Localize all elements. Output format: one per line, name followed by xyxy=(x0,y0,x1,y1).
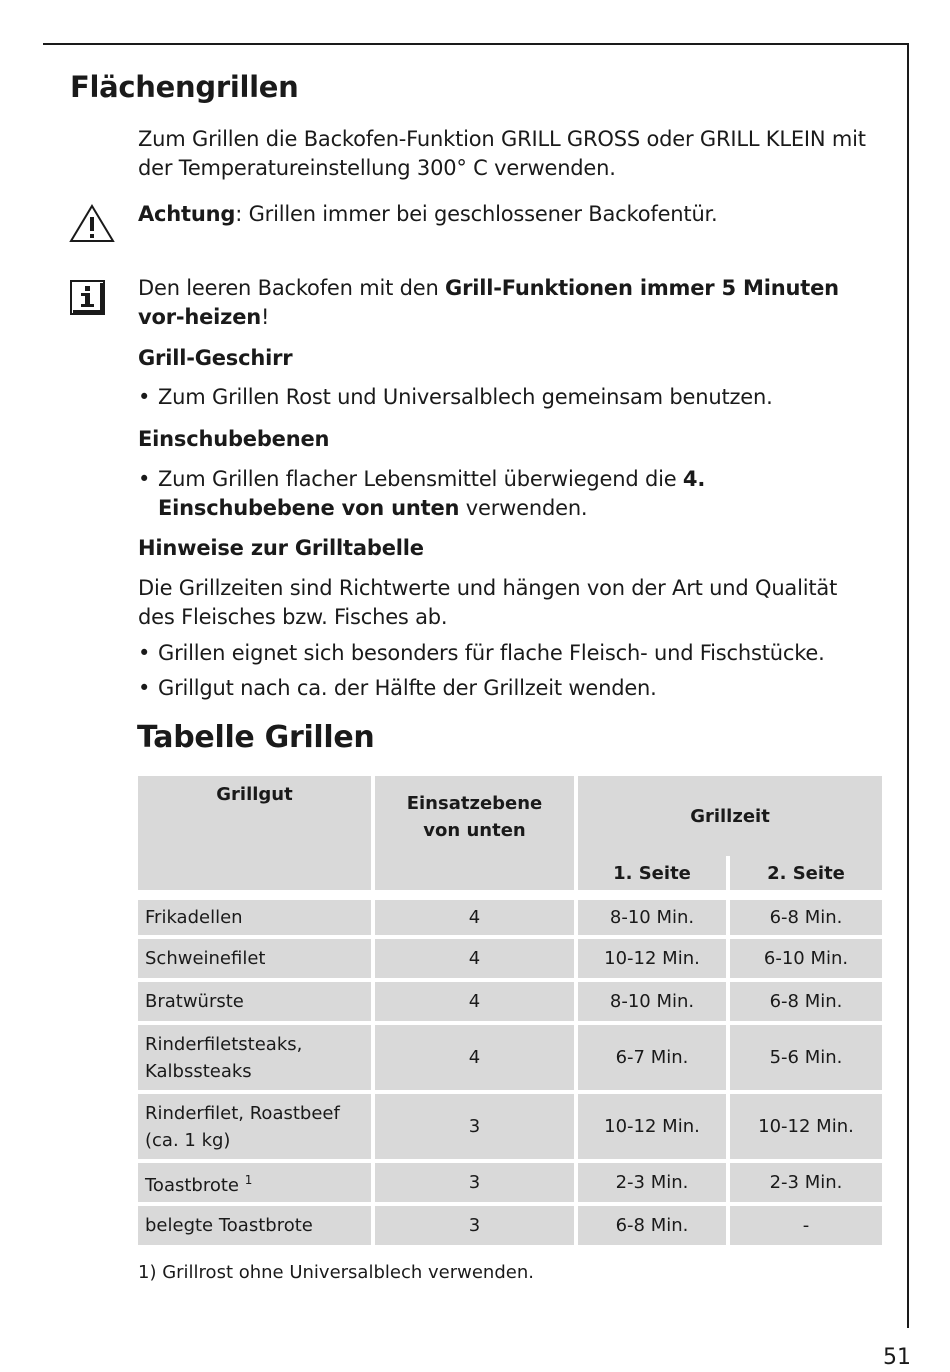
header-einsatzebene-line1: Einsatzebene xyxy=(406,793,543,814)
cell-seite1: 2-3 Min. xyxy=(578,1163,730,1206)
table-title: Tabelle Grillen xyxy=(137,720,375,755)
bullet-text: Zum Grillen Rost und Universalblech gemeinsam benutzen. xyxy=(158,385,773,409)
bullet-post: verwenden. xyxy=(459,496,588,520)
cell-ebene: 4 xyxy=(375,982,578,1025)
cell-seite2: 2-3 Min. xyxy=(730,1163,882,1206)
bullet-text: Grillen eignet sich besonders für flache Fleisch- und Fischstücke. xyxy=(158,641,825,665)
header-einsatzebene xyxy=(375,776,578,894)
cell-grillgut: Frikadellen xyxy=(138,900,375,939)
cell-seite1: 10-12 Min. xyxy=(578,1094,730,1163)
list-item: • Zum Grillen Rost und Universalblech gemeinsam benutzen. xyxy=(138,383,898,412)
cell-ebene: 4 xyxy=(375,939,578,982)
cell-seite2: 6-8 Min. xyxy=(730,982,882,1025)
header-grillzeit: Grillzeit xyxy=(578,776,882,856)
info-post: ! xyxy=(261,305,270,329)
top-rule xyxy=(43,43,909,45)
info-bold: Grill-Funktionen immer 5 Minuten vor-heizen xyxy=(138,276,839,329)
cell-grillgut-line1: Rinderfiletsteaks, xyxy=(145,1033,303,1055)
einschubebenen-heading: Einschubebenen xyxy=(138,427,330,451)
header-seite2: 2. Seite xyxy=(730,856,882,894)
footnote-marker: 1 xyxy=(244,1172,253,1187)
section-title: Flächengrillen xyxy=(70,70,299,104)
bullet-pre: Zum Grillen flacher Lebensmittel überwiegend die xyxy=(158,467,683,491)
cell-grillgut-line2: (ca. 1 kg) xyxy=(145,1129,231,1151)
page-number: 51 xyxy=(883,1345,911,1370)
bullet-text: Grillgut nach ca. der Hälfte der Grillzeit wenden. xyxy=(158,676,657,700)
cell-seite1: 6-8 Min. xyxy=(578,1206,730,1249)
bullet-bold: 4. Einschubebene von unten xyxy=(158,467,706,520)
warning-label: Achtung xyxy=(138,202,236,226)
cell-ebene: 3 xyxy=(375,1206,578,1249)
table-row xyxy=(138,1025,882,1094)
list-item: • Grillen eignet sich besonders für flache Fleisch- und Fischstücke. xyxy=(138,639,898,668)
cell-ebene: 3 xyxy=(375,1163,578,1206)
cell-ebene: 4 xyxy=(375,900,578,939)
grill-geschirr-heading: Grill-Geschirr xyxy=(138,346,293,370)
hinweise-text: Die Grillzeiten sind Richtwerte und hängen von der Art und Qualität des Fleisches bzw. Fisches ab. xyxy=(138,576,838,629)
cell-ebene: 4 xyxy=(375,1025,578,1094)
right-rule xyxy=(907,43,909,1328)
table-header-row xyxy=(138,776,882,856)
warning-triangle-icon xyxy=(69,203,115,243)
grill-table xyxy=(138,776,882,1249)
cell-grillgut xyxy=(138,1163,375,1206)
cell-grillgut xyxy=(138,1025,375,1094)
cell-ebene: 3 xyxy=(375,1094,578,1163)
cell-seite2: 6-8 Min. xyxy=(730,900,882,939)
info-text xyxy=(138,274,883,332)
header-seite1: 1. Seite xyxy=(578,856,730,894)
table-row xyxy=(138,1163,882,1206)
warning-message: : Grillen immer bei geschlossener Backofentür. xyxy=(235,202,718,226)
list-item: • Grillgut nach ca. der Hälfte der Grillzeit wenden. xyxy=(138,674,898,703)
cell-seite1: 8-10 Min. xyxy=(578,982,730,1025)
warning-text xyxy=(138,200,888,229)
table-row xyxy=(138,982,882,1025)
cell-seite2: - xyxy=(730,1206,882,1249)
intro-text: Zum Grillen die Backofen-Funktion GRILL GROSS oder GRILL KLEIN mit der Temperatureinstellung 300° C verwenden. xyxy=(138,127,866,180)
cell-seite1: 10-12 Min. xyxy=(578,939,730,982)
cell-grillgut-line1: Rinderfilet, Roastbeef xyxy=(145,1102,340,1124)
bullet-text xyxy=(158,465,888,523)
table-row xyxy=(138,1206,882,1249)
cell-seite1: 6-7 Min. xyxy=(578,1025,730,1094)
hinweise-heading: Hinweise zur Grilltabelle xyxy=(138,536,424,560)
table-row xyxy=(138,1094,882,1163)
info-icon xyxy=(70,280,105,315)
cell-seite2: 5-6 Min. xyxy=(730,1025,882,1094)
cell-grillgut: Schweinefilet xyxy=(138,939,375,982)
cell-grillgut-text: Toastbrote xyxy=(145,1174,239,1196)
cell-grillgut: belegte Toastbrote xyxy=(138,1206,375,1249)
cell-grillgut: Bratwürste xyxy=(138,982,375,1025)
cell-seite1: 8-10 Min. xyxy=(578,900,730,939)
cell-grillgut xyxy=(138,1094,375,1163)
table-row xyxy=(138,900,882,939)
info-pre: Den leeren Backofen mit den xyxy=(138,276,446,300)
header-einsatzebene-line2: von unten xyxy=(423,820,526,841)
header-grillgut: Grillgut xyxy=(138,776,375,894)
table-row xyxy=(138,939,882,982)
cell-seite2: 6-10 Min. xyxy=(730,939,882,982)
cell-seite2: 10-12 Min. xyxy=(730,1094,882,1163)
cell-grillgut-line2: Kalbssteaks xyxy=(145,1060,252,1082)
table-footnote: 1) Grillrost ohne Universalblech verwenden. xyxy=(138,1262,534,1283)
list-item: • Zum Grillen flacher Lebensmittel überwiegend die 4. Einschubebene von unten verwenden. xyxy=(138,465,888,523)
